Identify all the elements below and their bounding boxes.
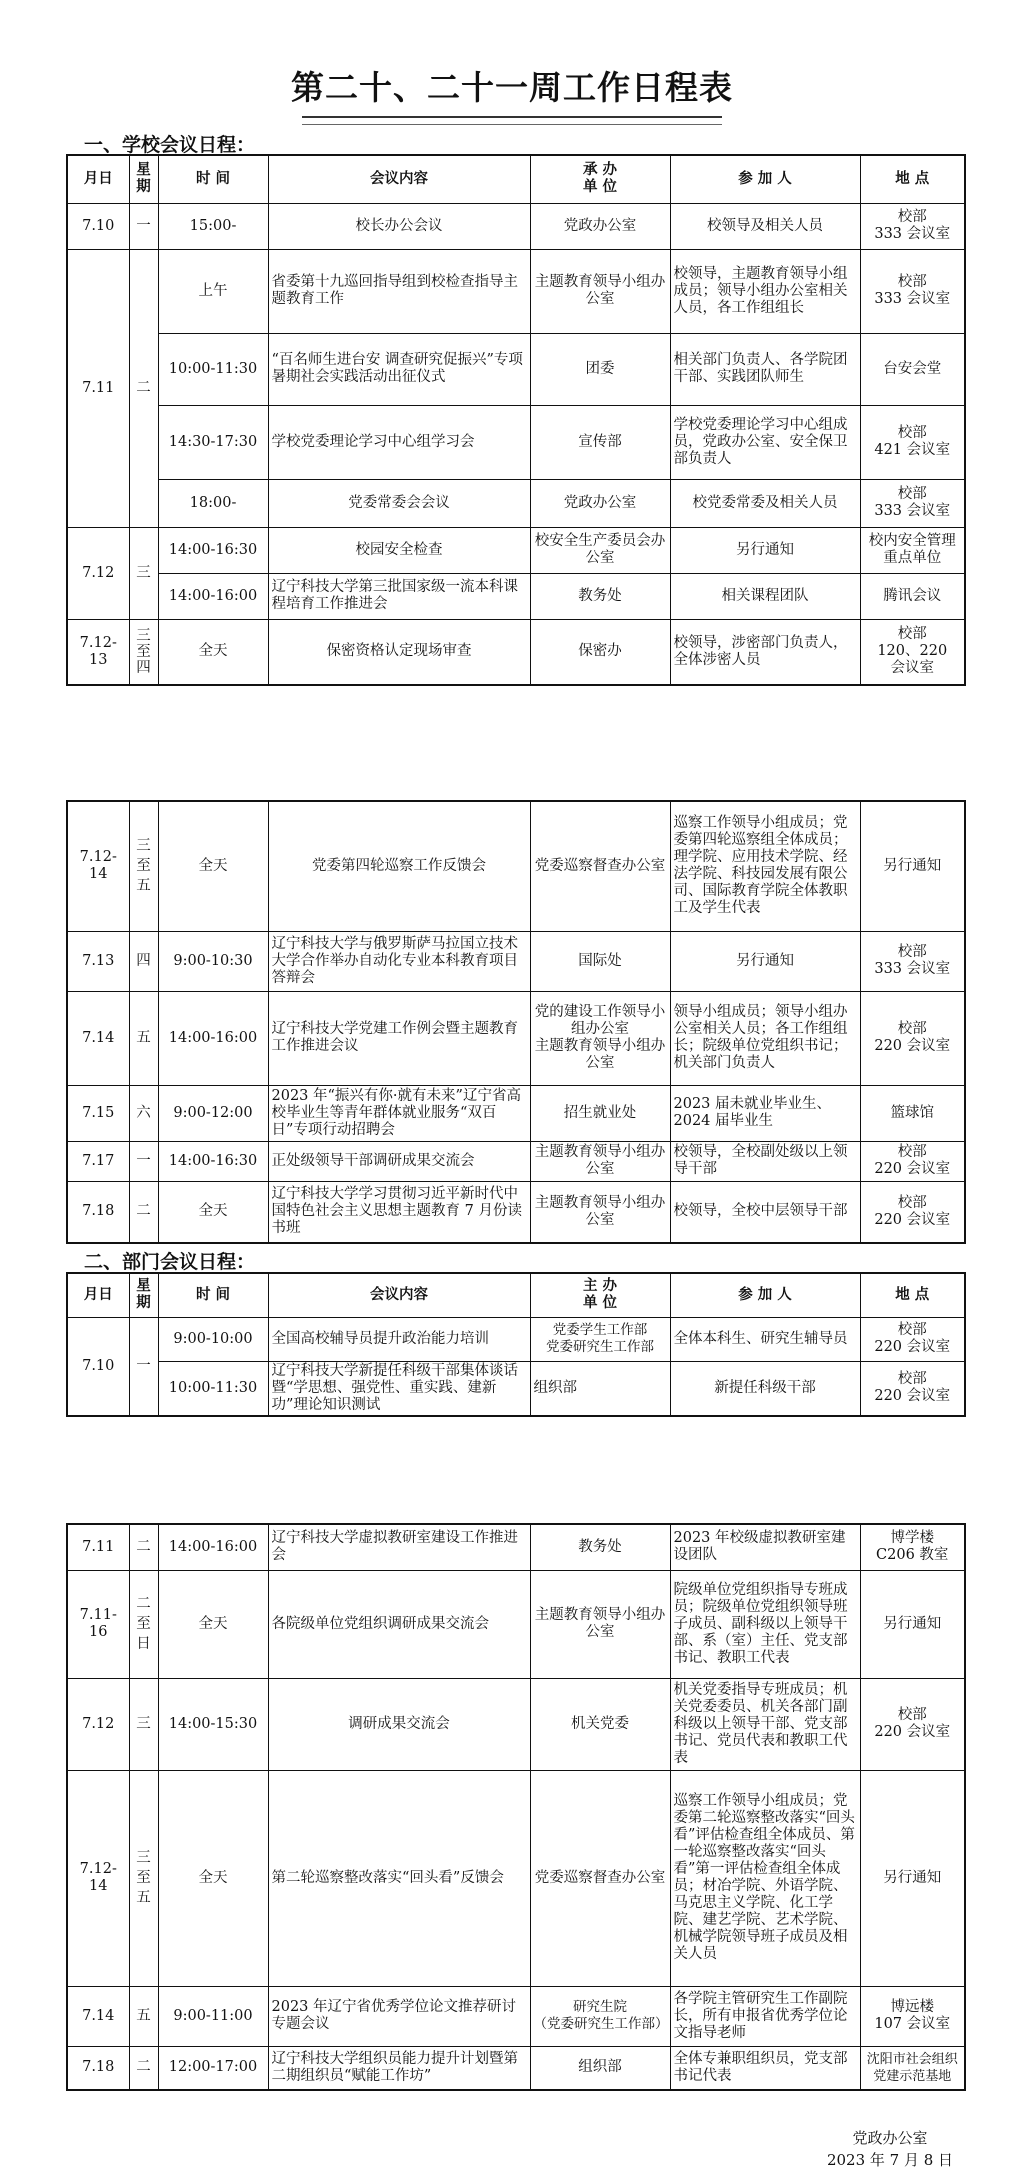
- cell-attendees: 2023 届未就业毕业生、2024 届毕业生: [670, 1085, 860, 1141]
- header-place: 地 点: [860, 1273, 965, 1317]
- cell-time: 10:00-11:30: [158, 1361, 268, 1416]
- cell-place: 校部 333 会议室: [860, 479, 965, 527]
- cell-org: 组织部: [530, 1361, 670, 1416]
- cell-org: 校安全生产委员会办公室: [530, 527, 670, 573]
- cell-time: 9:00-10:30: [158, 931, 268, 991]
- cell-org: 主题教育领导小组办公室: [530, 1141, 670, 1181]
- cell-org: 党委学生工作部 党委研究生工作部: [530, 1317, 670, 1361]
- cell-time: 15:00-: [158, 203, 268, 249]
- cell-content: 党委常委会会议: [268, 479, 530, 527]
- cell-weekday: 五: [129, 991, 158, 1085]
- dept-meetings-table-b: [66, 1523, 966, 2091]
- cell-place: 校部 220 会议室: [860, 1141, 965, 1181]
- cell-org: 党政办公室: [530, 479, 670, 527]
- cell-place: 篮球馆: [860, 1085, 965, 1141]
- cell-place: 校部 333 会议室: [860, 203, 965, 249]
- cell-org: 招生就业处: [530, 1085, 670, 1141]
- header-attendees: 参 加 人: [670, 155, 860, 203]
- header-org: 承 办 单 位: [530, 155, 670, 203]
- cell-content: 正处级领导干部调研成果交流会: [268, 1141, 530, 1181]
- cell-content: 辽宁科技大学虚拟教研室建设工作推进会: [268, 1524, 530, 1570]
- cell-weekday: 二: [129, 2046, 158, 2090]
- cell-place: 腾讯会议: [860, 573, 965, 619]
- cell-weekday: 一: [129, 203, 158, 249]
- cell-attendees: 机关党委指导专班成员；机关党委委员、机关各部门副科级以上领导干部、党支部书记、党员代表和教职工代表: [670, 1678, 860, 1770]
- cell-attendees: 相关部门负责人、各学院团干部、实践团队师生: [670, 333, 860, 405]
- footer-date: 2023 年 7 月 8 日: [826, 2151, 954, 2169]
- table-row: [67, 1986, 965, 2046]
- cell-time: 14:30-17:30: [158, 405, 268, 479]
- table-row: [67, 1361, 965, 1416]
- cell-time: 9:00-12:00: [158, 1085, 268, 1141]
- cell-content: 2023 年“振兴有你·就有未来”辽宁省高校毕业生等青年群体就业服务“双百日”专项行动招聘会: [268, 1085, 530, 1141]
- cell-attendees: 新提任科级干部: [670, 1361, 860, 1416]
- header-attendees: 参 加 人: [670, 1273, 860, 1317]
- cell-date: 7.14: [67, 1986, 129, 2046]
- cell-org: 研究生院 （党委研究生工作部）: [530, 1986, 670, 2046]
- cell-time: 12:00-17:00: [158, 2046, 268, 2090]
- cell-place: 博学楼 C206 教室: [860, 1524, 965, 1570]
- header-org: 主 办 单 位: [530, 1273, 670, 1317]
- title-underline: [302, 116, 722, 125]
- cell-org: 教务处: [530, 1524, 670, 1570]
- cell-org: 主题教育领导小组办公室: [530, 1570, 670, 1678]
- cell-weekday: 三 至 五: [129, 801, 158, 931]
- cell-org: 党的建设工作领导小组办公室 主题教育领导小组办公室: [530, 991, 670, 1085]
- cell-place: 校部 220 会议室: [860, 1181, 965, 1243]
- page-title: 第二十、二十一周工作日程表: [291, 68, 733, 107]
- cell-attendees: 领导小组成员；领导小组办公室相关人员；各工作组组长；院级单位党组织书记；机关部门负责人: [670, 991, 860, 1085]
- cell-time: 14:00-16:00: [158, 1524, 268, 1570]
- cell-content: 校长办公会议: [268, 203, 530, 249]
- cell-weekday: 二: [129, 1524, 158, 1570]
- cell-time: 全天: [158, 801, 268, 931]
- table-row: [67, 479, 965, 527]
- table-row: [67, 1770, 965, 1986]
- header-weekday: 星期: [129, 155, 158, 203]
- cell-weekday: 二 至 日: [129, 1570, 158, 1678]
- table-row: [67, 1181, 965, 1243]
- header-date: 月日: [67, 1273, 129, 1317]
- cell-content: 省委第十九巡回指导组到校检查指导主题教育工作: [268, 249, 530, 333]
- table-row: [67, 619, 965, 685]
- cell-time: 上午: [158, 249, 268, 333]
- cell-date: 7.14: [67, 991, 129, 1085]
- cell-date: 7.18: [67, 2046, 129, 2090]
- cell-weekday: 三: [129, 1678, 158, 1770]
- cell-time: 10:00-11:30: [158, 333, 268, 405]
- cell-date: 7.11-16: [67, 1570, 129, 1678]
- cell-content: 辽宁科技大学与俄罗斯萨马拉国立技术大学合作举办自动化专业本科教育项目答辩会: [268, 931, 530, 991]
- cell-attendees: 校党委常委及相关人员: [670, 479, 860, 527]
- cell-place: 校内安全管理重点单位: [860, 527, 965, 573]
- table-row: [67, 1678, 965, 1770]
- section-heading-school: 一、学校会议日程：: [84, 134, 256, 156]
- cell-date: 7.10: [67, 1317, 129, 1416]
- cell-attendees: 全体专兼职组织员，党支部书记代表: [670, 2046, 860, 2090]
- cell-weekday: 一: [129, 1141, 158, 1181]
- header-time: 时 间: [158, 1273, 268, 1317]
- table-row: [67, 333, 965, 405]
- cell-org: 主题教育领导小组办公室: [530, 1181, 670, 1243]
- cell-time: 18:00-: [158, 479, 268, 527]
- table-header-row: [67, 155, 965, 203]
- cell-time: 14:00-16:30: [158, 1141, 268, 1181]
- cell-date: 7.17: [67, 1141, 129, 1181]
- cell-place: 校部 220 会议室: [860, 991, 965, 1085]
- header-time: 时 间: [158, 155, 268, 203]
- cell-date: 7.12-14: [67, 1770, 129, 1986]
- cell-weekday: 三 至 五: [129, 1770, 158, 1986]
- cell-date: 7.12-14: [67, 801, 129, 931]
- header-weekday: 星期: [129, 1273, 158, 1317]
- cell-attendees: 2023 年校级虚拟教研室建设团队: [670, 1524, 860, 1570]
- cell-org: 机关党委: [530, 1678, 670, 1770]
- cell-place: 台安会堂: [860, 333, 965, 405]
- cell-place: 沈阳市社会组织党建示范基地: [860, 2046, 965, 2090]
- cell-content: 第二轮巡察整改落实“回头看”反馈会: [268, 1770, 530, 1986]
- table-row: [67, 2046, 965, 2090]
- cell-place: 校部 333 会议室: [860, 249, 965, 333]
- cell-date: 7.10: [67, 203, 129, 249]
- cell-time: 9:00-10:00: [158, 1317, 268, 1361]
- cell-place: 另行通知: [860, 1770, 965, 1986]
- cell-content: 调研成果交流会: [268, 1678, 530, 1770]
- table-row: [67, 249, 965, 333]
- table-row: [67, 801, 965, 931]
- cell-attendees: 院级单位党组织指导专班成员；院级单位党组织领导班子成员、副科级以上领导干部、系（室）主任、党支部书记、教职工代表: [670, 1570, 860, 1678]
- cell-weekday: 五: [129, 1986, 158, 2046]
- table-header-row: [67, 1273, 965, 1317]
- cell-date: 7.11: [67, 249, 129, 527]
- cell-attendees: 各学院主管研究生工作副院长，所有申报省优秀学位论文指导老师: [670, 1986, 860, 2046]
- cell-weekday: 六: [129, 1085, 158, 1141]
- cell-attendees: 校领导，全校中层领导干部: [670, 1181, 860, 1243]
- cell-place: 另行通知: [860, 801, 965, 931]
- header-date: 月日: [67, 155, 129, 203]
- cell-attendees: 学校党委理论学习中心组成员，党政办公室、安全保卫部负责人: [670, 405, 860, 479]
- cell-org: 组织部: [530, 2046, 670, 2090]
- cell-content: 党委第四轮巡察工作反馈会: [268, 801, 530, 931]
- cell-weekday: 二: [129, 249, 158, 527]
- cell-weekday: 二: [129, 1181, 158, 1243]
- cell-time: 14:00-16:00: [158, 573, 268, 619]
- cell-date: 7.11: [67, 1524, 129, 1570]
- cell-org: 党委巡察督查办公室: [530, 1770, 670, 1986]
- table-row: [67, 573, 965, 619]
- cell-time: 14:00-16:00: [158, 991, 268, 1085]
- cell-content: 全国高校辅导员提升政治能力培训: [268, 1317, 530, 1361]
- cell-attendees: 巡察工作领导小组成员；党委第四轮巡察组全体成员；理学院、应用技术学院、经法学院、科技园发展有限公司、国际教育学院全体教职工及学生代表: [670, 801, 860, 931]
- cell-attendees: 巡察工作领导小组成员；党委第二轮巡察整改落实“回头看”评估检查组全体成员、第一轮巡察整改落实“回头看”第一评估检查组全体成员；材冶学院、外语学院、马克思主义学院、化工学院、建艺学院、艺术学院、机械学院领导班子成员及相关人员: [670, 1770, 860, 1986]
- cell-org: 宣传部: [530, 405, 670, 479]
- cell-org: 保密办: [530, 619, 670, 685]
- cell-org: 党委巡察督查办公室: [530, 801, 670, 931]
- cell-attendees: 另行通知: [670, 527, 860, 573]
- cell-time: 9:00-11:00: [158, 1986, 268, 2046]
- school-meetings-table-a: [66, 154, 966, 686]
- footer-office: 党政办公室: [852, 2129, 928, 2147]
- cell-attendees: 校领导，全校副处级以上领导干部: [670, 1141, 860, 1181]
- table-row: [67, 1317, 965, 1361]
- cell-attendees: 相关课程团队: [670, 573, 860, 619]
- table-row: [67, 405, 965, 479]
- cell-content: 保密资格认定现场审查: [268, 619, 530, 685]
- cell-date: 7.13: [67, 931, 129, 991]
- table-row: [67, 1141, 965, 1181]
- cell-place: 校部 333 会议室: [860, 931, 965, 991]
- cell-place: 校部 220 会议室: [860, 1361, 965, 1416]
- cell-attendees: 全体本科生、研究生辅导员: [670, 1317, 860, 1361]
- table-row: [67, 1524, 965, 1570]
- dept-meetings-table-a: [66, 1272, 966, 1417]
- cell-time: 全天: [158, 619, 268, 685]
- cell-attendees: 校领导，主题教育领导小组成员；领导小组办公室相关人员，各工作组组长: [670, 249, 860, 333]
- cell-place: 博远楼 107 会议室: [860, 1986, 965, 2046]
- cell-place: 校部 220 会议室: [860, 1678, 965, 1770]
- cell-content: 2023 年辽宁省优秀学位论文推荐研讨专题会议: [268, 1986, 530, 2046]
- cell-place: 校部 421 会议室: [860, 405, 965, 479]
- cell-attendees: 另行通知: [670, 931, 860, 991]
- cell-org: 主题教育领导小组办公室: [530, 249, 670, 333]
- cell-date: 7.15: [67, 1085, 129, 1141]
- cell-org: 党政办公室: [530, 203, 670, 249]
- cell-date: 7.18: [67, 1181, 129, 1243]
- cell-org: 教务处: [530, 573, 670, 619]
- cell-content: “百名师生进台安 调查研究促振兴”专项暑期社会实践活动出征仪式: [268, 333, 530, 405]
- cell-weekday: 四: [129, 931, 158, 991]
- table-row: [67, 527, 965, 573]
- cell-attendees: 校领导，涉密部门负责人，全体涉密人员: [670, 619, 860, 685]
- cell-date: 7.12: [67, 1678, 129, 1770]
- cell-time: 14:00-16:30: [158, 527, 268, 573]
- cell-content: 辽宁科技大学组织员能力提升计划暨第二期组织员“赋能工作坊”: [268, 2046, 530, 2090]
- cell-content: 学校党委理论学习中心组学习会: [268, 405, 530, 479]
- cell-place: 校部 120、220 会议室: [860, 619, 965, 685]
- table-row: [67, 1085, 965, 1141]
- cell-weekday: 一: [129, 1317, 158, 1416]
- header-content: 会议内容: [268, 155, 530, 203]
- cell-time: 全天: [158, 1770, 268, 1986]
- table-row: [67, 203, 965, 249]
- cell-weekday: 三 至 四: [129, 619, 158, 685]
- section-heading-dept: 二、部门会议日程：: [84, 1251, 256, 1273]
- table-row: [67, 991, 965, 1085]
- cell-attendees: 校领导及相关人员: [670, 203, 860, 249]
- cell-weekday: 三: [129, 527, 158, 619]
- cell-place: 校部 220 会议室: [860, 1317, 965, 1361]
- cell-content: 校园安全检查: [268, 527, 530, 573]
- cell-content: 辽宁科技大学党建工作例会暨主题教育工作推进会议: [268, 991, 530, 1085]
- cell-place: 另行通知: [860, 1570, 965, 1678]
- table-row: [67, 1570, 965, 1678]
- table-row: [67, 931, 965, 991]
- header-place: 地 点: [860, 155, 965, 203]
- cell-content: 辽宁科技大学学习贯彻习近平新时代中国特色社会主义思想主题教育 7 月份读书班: [268, 1181, 530, 1243]
- cell-date: 7.12-13: [67, 619, 129, 685]
- cell-time: 全天: [158, 1181, 268, 1243]
- cell-org: 国际处: [530, 931, 670, 991]
- cell-content: 辽宁科技大学新提任科级干部集体谈话暨“学思想、强党性、重实践、建新功”理论知识测试: [268, 1361, 530, 1416]
- cell-content: 各院级单位党组织调研成果交流会: [268, 1570, 530, 1678]
- school-meetings-table-b: [66, 800, 966, 1244]
- cell-date: 7.12: [67, 527, 129, 619]
- cell-content: 辽宁科技大学第三批国家级一流本科课程培育工作推进会: [268, 573, 530, 619]
- cell-time: 全天: [158, 1570, 268, 1678]
- cell-org: 团委: [530, 333, 670, 405]
- header-content: 会议内容: [268, 1273, 530, 1317]
- cell-time: 14:00-15:30: [158, 1678, 268, 1770]
